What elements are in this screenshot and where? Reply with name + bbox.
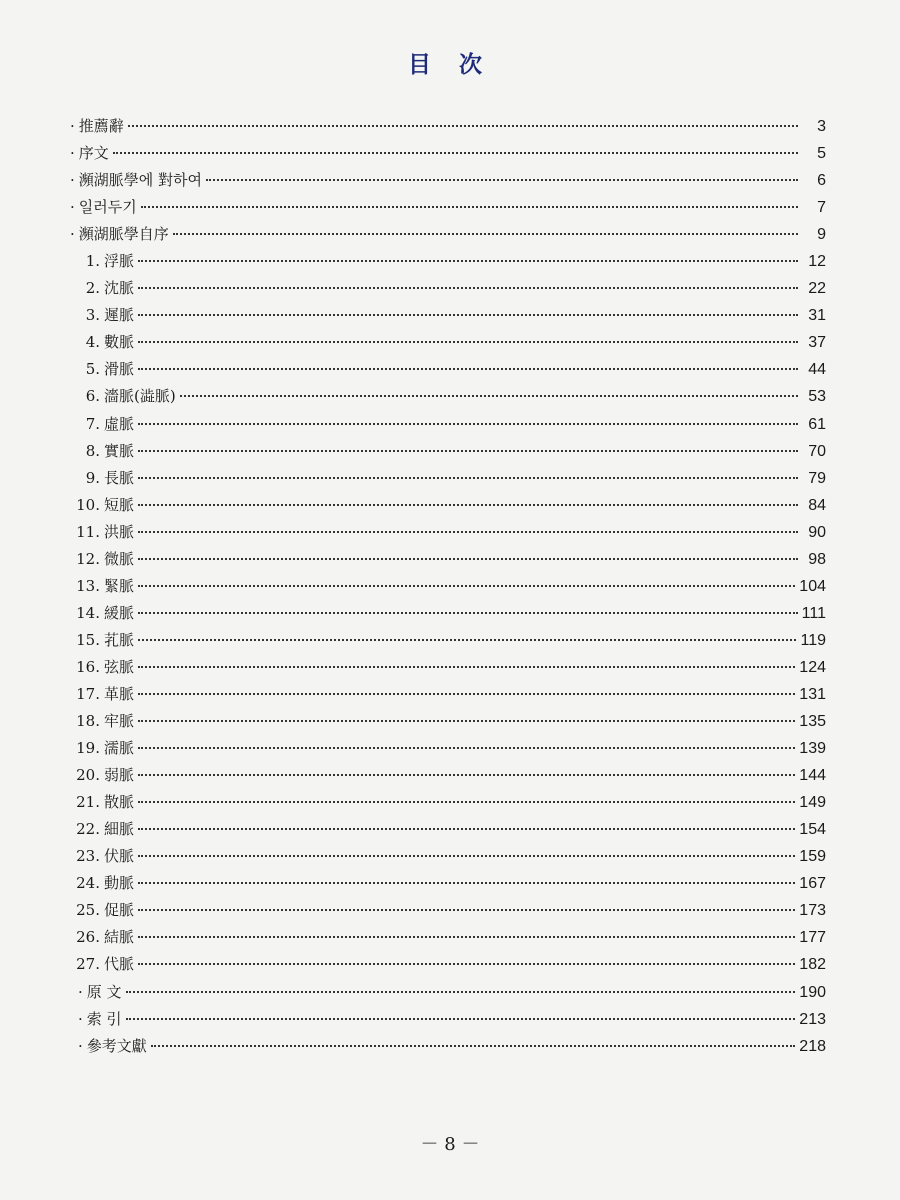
toc-entry-label: 推薦辭: [78, 117, 124, 135]
toc-entry-bullet: ·: [70, 144, 75, 163]
toc-entry-heading: [62, 951, 134, 978]
toc-entry-label: 芤脈: [104, 630, 135, 649]
dot-leader: [138, 719, 795, 722]
dot-leader: [128, 124, 798, 127]
toc-entry: [62, 113, 826, 140]
dot-leader: [138, 557, 798, 560]
toc-entry-heading: [62, 329, 134, 356]
toc-entry: [62, 492, 826, 519]
toc-entry-label: 沈脈: [104, 279, 135, 298]
toc-entry-page: 173: [799, 902, 826, 920]
dot-leader: [141, 205, 798, 208]
toc-entry-number: 15.: [76, 630, 100, 649]
toc-entry-heading: [62, 600, 134, 627]
toc-entry-page: 135: [799, 713, 826, 731]
toc-entry-number: 21.: [76, 793, 100, 812]
toc-entry: [62, 870, 826, 897]
toc-entry-label: 革脈: [104, 684, 135, 703]
toc-entry-label: 牢脈: [104, 712, 135, 731]
toc-entry-number: 6.: [85, 387, 100, 406]
toc-entry-page: 90: [808, 523, 826, 541]
toc-entry-page: 5: [817, 145, 826, 163]
toc-entry: [62, 194, 826, 221]
toc-entry-page: 7: [817, 199, 826, 217]
dot-leader: [138, 367, 798, 370]
toc-entry-heading: [62, 546, 134, 573]
toc-entry-heading: [62, 979, 122, 1006]
dot-leader: [138, 340, 798, 343]
toc-entry-label: 索 引: [86, 1009, 122, 1028]
toc-entry-heading: [62, 465, 134, 492]
dot-leader: [113, 151, 798, 154]
toc-entry-heading: [62, 789, 134, 816]
toc-entry: [62, 735, 826, 762]
toc-entry-label: 原 文: [86, 982, 122, 1001]
toc-entry-heading: [62, 870, 134, 897]
dot-leader: [138, 665, 795, 668]
toc-entry-label: 緊脈: [104, 576, 135, 595]
toc-entry-heading: [62, 356, 134, 383]
dot-leader: [138, 476, 798, 479]
toc-entry-number: 17.: [76, 684, 100, 703]
toc-entry: [62, 843, 826, 870]
dot-leader: [206, 178, 798, 181]
toc-entry: [62, 762, 826, 789]
toc-entry-label: 緩脈: [104, 603, 135, 622]
dot-leader: [126, 1017, 796, 1020]
toc-entry: [62, 519, 826, 546]
dot-leader: [138, 881, 795, 884]
toc-entry-bullet: ·: [70, 117, 75, 135]
toc-entry: [62, 411, 826, 438]
toc-entry-heading: [62, 519, 134, 546]
dot-leader: [138, 611, 798, 614]
dot-leader: [138, 827, 795, 830]
toc-entry-page: 190: [799, 983, 826, 1001]
toc-entry-page: 104: [799, 577, 826, 595]
toc-entry: [62, 329, 826, 356]
toc-entry: [62, 951, 826, 978]
toc-entry-number: 22.: [76, 820, 100, 839]
toc-entry-page: 84: [808, 496, 826, 514]
toc-entry-label: 洪脈: [104, 522, 135, 541]
page-title: 目 次: [407, 51, 492, 78]
dot-leader: [151, 1044, 796, 1047]
toc-entry-heading: [62, 681, 134, 708]
toc-entry-page: 9: [817, 226, 826, 244]
toc-entry-page: 182: [799, 956, 826, 974]
toc-entry-page: 144: [799, 767, 826, 785]
dot-leader: [138, 584, 795, 587]
toc-entry-label: 結脈: [104, 928, 135, 947]
toc-entry-label: 序文: [78, 144, 109, 163]
toc-entry-bullet: ·: [78, 1036, 83, 1055]
toc-entry-number: 10.: [76, 495, 100, 514]
toc-entry-label: 伏脈: [104, 847, 135, 866]
toc-entry-page: 79: [808, 469, 826, 487]
dot-leader: [138, 638, 796, 641]
toc-entry: [62, 383, 826, 410]
dot-leader: [126, 990, 796, 993]
toc-entry-page: 218: [799, 1037, 826, 1055]
toc-entry: [62, 167, 826, 194]
toc-entry-number: 19.: [76, 739, 100, 758]
toc-entry: [62, 302, 826, 329]
toc-entry-heading: [62, 275, 134, 302]
toc-entry-bullet: ·: [78, 982, 83, 1001]
toc-entry-heading: [62, 411, 134, 438]
toc-entry: [62, 1033, 826, 1060]
toc-entry-label: 弱脈: [104, 766, 135, 785]
dot-leader: [138, 692, 795, 695]
toc-entry-page: 139: [799, 740, 826, 758]
toc-entry-label: 長脈: [104, 468, 135, 487]
toc-entry-heading: [62, 627, 134, 654]
toc-entry-page: 213: [799, 1010, 826, 1028]
toc-entry-heading: [62, 924, 134, 951]
page-number: － 8 －: [420, 1134, 480, 1155]
toc-entry-number: 12.: [76, 549, 100, 568]
toc-entry-page: 12: [808, 253, 826, 271]
toc-entry-label: 遲脈: [104, 306, 135, 325]
toc-entry-label: 瀕湖脈學에 對하여: [78, 171, 203, 190]
toc-entry-number: 2.: [85, 279, 100, 298]
toc-entry-page: 119: [800, 631, 826, 649]
toc-entry-heading: [62, 816, 134, 843]
dot-leader: [138, 313, 798, 316]
toc-entry-label: 虛脈: [104, 414, 135, 433]
toc-entry-heading: [62, 1006, 122, 1033]
toc-entry-page: 6: [817, 172, 826, 190]
toc-entry-label: 細脈: [104, 820, 135, 839]
toc-entry-number: 7.: [85, 414, 100, 433]
toc-entry-number: 4.: [85, 333, 100, 352]
toc-entry-label: 促脈: [104, 901, 135, 920]
toc-entry-page: 22: [808, 280, 826, 298]
toc-entry-heading: [62, 167, 202, 194]
toc-entry-label: 일러두기: [78, 198, 137, 217]
toc-entry-number: 13.: [76, 576, 100, 595]
toc-entry-page: 154: [799, 821, 826, 839]
dot-leader: [138, 800, 795, 803]
toc-entry-label: 微脈: [104, 549, 135, 568]
toc-entry-page: 167: [799, 875, 826, 893]
toc-entry-heading: [62, 140, 109, 167]
toc-entry: [62, 465, 826, 492]
toc-entry-bullet: ·: [70, 225, 75, 244]
toc-entry-number: 9.: [85, 468, 100, 487]
dot-leader: [138, 259, 798, 262]
toc-entry-heading: [62, 708, 134, 735]
dot-leader: [138, 530, 798, 533]
dot-leader: [138, 422, 798, 425]
toc-entry-page: 31: [808, 307, 826, 325]
toc-entry-heading: [62, 1033, 147, 1060]
dot-leader: [138, 854, 795, 857]
toc-entry: [62, 897, 826, 924]
toc-entry-number: 11.: [76, 522, 100, 541]
toc-entry: [62, 924, 826, 951]
toc-entry: [62, 248, 826, 275]
toc-entry-page: 131: [799, 685, 826, 703]
toc-entry-page: 61: [808, 415, 826, 433]
toc-entry: [62, 221, 826, 248]
toc-entry: [62, 654, 826, 681]
toc-entry-number: 5.: [85, 360, 100, 379]
toc-entry-number: 3.: [85, 306, 100, 325]
dot-leader: [138, 449, 798, 452]
toc-entry-heading: [62, 113, 124, 140]
toc-entry-heading: [62, 248, 134, 275]
toc-entry-heading: [62, 492, 134, 519]
toc-entry-page: 149: [799, 794, 826, 812]
table-of-contents: [62, 113, 826, 1060]
toc-entry-heading: [62, 573, 134, 600]
toc-entry-number: 27.: [76, 955, 100, 974]
toc-entry-page: 177: [799, 929, 826, 947]
toc-entry-label: 參考文獻: [86, 1036, 147, 1055]
toc-entry: [62, 546, 826, 573]
toc-entry-number: 18.: [76, 712, 100, 731]
dot-leader: [138, 503, 798, 506]
toc-entry-label: 浮脈: [104, 252, 135, 271]
toc-entry-heading: [62, 383, 176, 410]
toc-entry: [62, 816, 826, 843]
toc-entry-label: 短脈: [104, 495, 135, 514]
toc-entry-number: 8.: [85, 441, 100, 460]
toc-entry-heading: [62, 194, 137, 221]
toc-entry-heading: [62, 897, 134, 924]
toc-entry: [62, 979, 826, 1006]
toc-entry-number: 1.: [85, 252, 100, 271]
toc-entry: [62, 627, 826, 654]
dot-leader: [180, 394, 798, 397]
toc-entry: [62, 1006, 826, 1033]
toc-entry-page: 53: [808, 388, 826, 406]
toc-entry-page: 70: [808, 442, 826, 460]
toc-entry-page: 3: [817, 118, 826, 135]
toc-entry-number: 26.: [76, 928, 100, 947]
dot-leader: [138, 286, 798, 289]
toc-entry: [62, 140, 826, 167]
toc-entry: [62, 681, 826, 708]
toc-entry-number: 20.: [76, 766, 100, 785]
toc-entry-page: 159: [799, 848, 826, 866]
toc-entry-label: 實脈: [104, 441, 135, 460]
dot-leader: [138, 935, 795, 938]
toc-entry-heading: [62, 654, 134, 681]
toc-entry-heading: [62, 221, 169, 248]
toc-entry-bullet: ·: [78, 1009, 83, 1028]
dot-leader: [138, 962, 795, 965]
toc-entry-label: 動脈: [104, 874, 135, 893]
toc-entry-heading: [62, 438, 134, 465]
toc-entry-label: 濡脈: [104, 739, 135, 758]
toc-entry-label: 數脈: [104, 333, 135, 352]
toc-entry-heading: [62, 762, 134, 789]
toc-entry: [62, 438, 826, 465]
toc-entry-number: 25.: [76, 901, 100, 920]
toc-entry-label: 代脈: [104, 955, 135, 974]
toc-entry-page: 98: [808, 550, 826, 568]
toc-entry: [62, 275, 826, 302]
toc-entry-page: 124: [799, 658, 826, 676]
toc-entry: [62, 356, 826, 383]
toc-entry-page: 44: [808, 361, 826, 379]
toc-entry: [62, 600, 826, 627]
toc-entry: [62, 789, 826, 816]
toc-entry-number: 23.: [76, 847, 100, 866]
toc-entry-page: 111: [801, 604, 826, 622]
toc-entry-number: 16.: [76, 657, 100, 676]
toc-entry-label: 濇脈(澁脈): [104, 387, 176, 406]
dot-leader: [138, 908, 795, 911]
toc-entry-bullet: ·: [70, 198, 75, 217]
toc-entry-bullet: ·: [70, 171, 75, 190]
toc-entry: [62, 573, 826, 600]
dot-leader: [138, 746, 795, 749]
toc-entry-heading: [62, 302, 134, 329]
toc-entry-page: 37: [808, 334, 826, 352]
toc-entry: [62, 708, 826, 735]
dot-leader: [138, 773, 795, 776]
toc-entry-label: 瀕湖脈學自序: [78, 225, 169, 244]
toc-entry-number: 14.: [76, 603, 100, 622]
toc-entry-number: 24.: [76, 874, 100, 893]
dot-leader: [173, 232, 798, 235]
toc-entry-heading: [62, 843, 134, 870]
toc-entry-label: 弦脈: [104, 657, 135, 676]
toc-entry-label: 滑脈: [104, 360, 135, 379]
toc-entry-label: 散脈: [104, 793, 135, 812]
toc-entry-heading: [62, 735, 134, 762]
